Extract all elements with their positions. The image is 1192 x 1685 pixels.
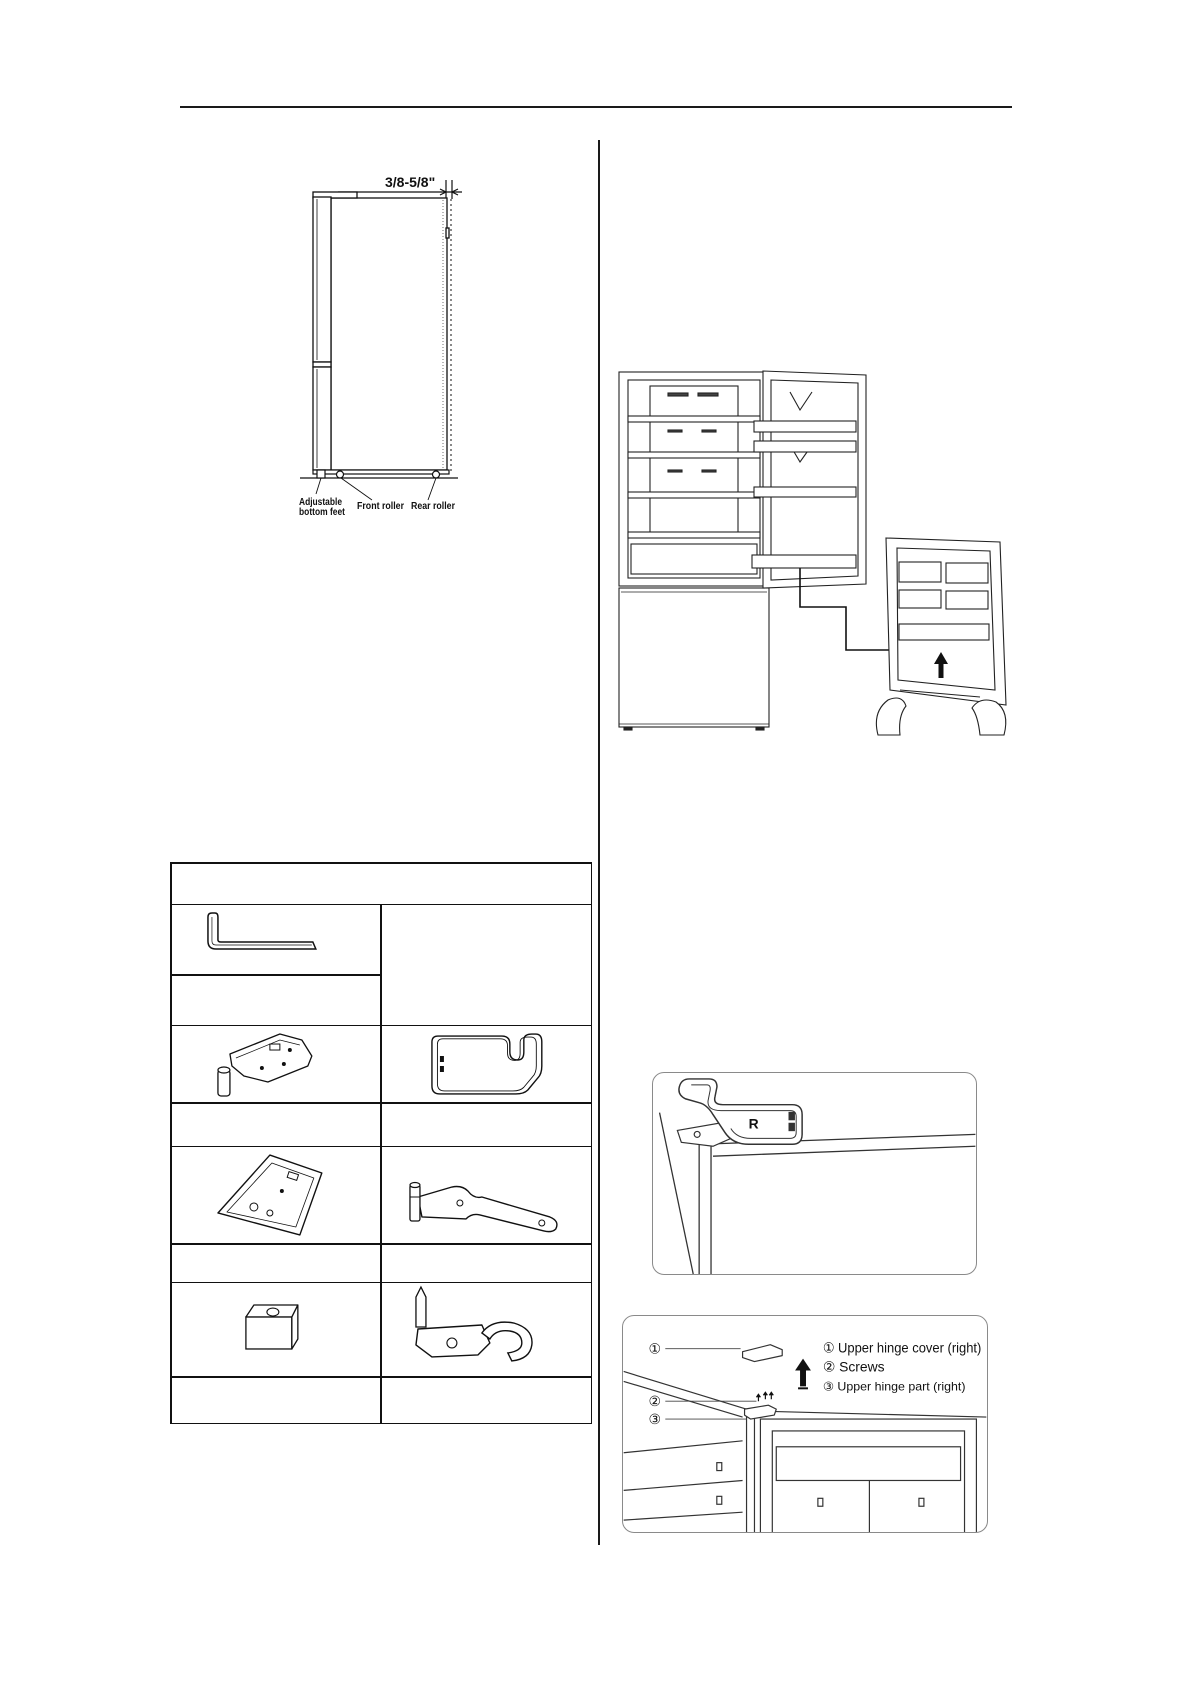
- mounting-plate-hole: [266, 1210, 272, 1216]
- hinge-arm-pin-top: [410, 1183, 420, 1188]
- callout-1: ①: [648, 1340, 661, 1357]
- door-bin: [752, 555, 856, 568]
- rear-roller-label: Rear roller: [411, 501, 456, 512]
- door-bin: [754, 421, 856, 432]
- adjustable-feet-label-line2: bottom feet: [299, 507, 346, 518]
- fridge-cabinet: [331, 198, 447, 470]
- air-vent: [668, 430, 682, 432]
- hinge-cover-icon: [382, 1026, 591, 1102]
- right-side-mark: R: [748, 1115, 759, 1132]
- part-cell-lower-hinge-plate-label: [172, 1104, 381, 1146]
- part-cell-lower-hinge-label: [382, 1378, 591, 1423]
- refrigerator-cabinet: [619, 372, 769, 730]
- hinge-removal-drawing: [623, 1316, 987, 1532]
- part-cell-mounting-plate: [172, 1147, 381, 1243]
- legend-screws: ② Screws: [822, 1358, 885, 1375]
- part-cell-hex-key: [172, 905, 381, 974]
- part-cell-hinge-block-label: [172, 1378, 381, 1423]
- removed-door-bin: [899, 590, 941, 608]
- part-cell-mounting-plate-label: [172, 1245, 381, 1282]
- legend-upper-hinge-cover: ① Upper hinge cover (right): [822, 1339, 982, 1356]
- hinge-plate-hole: [287, 1048, 291, 1052]
- removal-arrow-head: [795, 1359, 811, 1371]
- door-bin: [754, 441, 856, 452]
- interior-back-wall: [650, 386, 738, 536]
- left-shelf: [624, 1441, 743, 1453]
- part-cell-hinge-cover: [382, 1026, 591, 1102]
- glass-shelf: [628, 492, 760, 498]
- glass-shelf: [628, 452, 760, 458]
- part-cell-hinge-cover-label: [382, 1104, 591, 1146]
- shelf-clip: [919, 1498, 924, 1506]
- hinge-arm-hole: [457, 1200, 463, 1206]
- gap-dimension-label: 3/8-5/8": [385, 174, 436, 190]
- header-rule: [180, 106, 1012, 108]
- removed-door-bin: [946, 591, 988, 609]
- freezer-drawer: [619, 588, 769, 727]
- door-crisper: [776, 1447, 960, 1481]
- hinge-plate-hole: [281, 1062, 285, 1066]
- rear-roller: [433, 471, 440, 478]
- hinge-arm-icon: [382, 1147, 591, 1243]
- middle-hinge: [313, 362, 331, 367]
- lower-door: [313, 367, 331, 470]
- hinge-part-screw: [694, 1131, 700, 1137]
- hinge-block-hole: [266, 1308, 278, 1316]
- hinge-removal-figure: [622, 1315, 988, 1533]
- lower-hinge-pin: [416, 1287, 426, 1327]
- open-door-liner: [772, 1431, 964, 1532]
- screw-arrow: [763, 1392, 767, 1399]
- door-support-left: [876, 698, 906, 735]
- rear-roller-leader: [428, 478, 436, 500]
- glass-shelf: [628, 416, 760, 422]
- front-roller: [337, 471, 344, 478]
- shelf-clip: [717, 1463, 722, 1471]
- removed-door-bin: [899, 624, 989, 640]
- lower-hinge-hole: [447, 1338, 457, 1348]
- door-removal-diagram: [612, 364, 1012, 738]
- hinge-cover-clip: [440, 1056, 444, 1062]
- leveling-foot: [624, 727, 632, 730]
- removed-door: [876, 538, 1006, 735]
- parts-table-header: [172, 864, 591, 904]
- left-shelf: [624, 1512, 743, 1520]
- removal-arrow-shaft: [800, 1370, 806, 1386]
- air-vent: [668, 470, 682, 472]
- cabinet-lines: [624, 1371, 987, 1532]
- removed-door-bin: [946, 563, 988, 583]
- air-vent: [698, 393, 718, 396]
- left-shelf: [624, 1480, 743, 1490]
- hinge-pin-top: [217, 1067, 229, 1073]
- cabinet-top-front: [713, 1146, 975, 1156]
- hinge-plate-icon: [172, 1026, 381, 1102]
- part-cell-lower-hinge-plate: [172, 1026, 381, 1102]
- hinge-block-front: [245, 1317, 291, 1349]
- hinge-arm-hole: [539, 1220, 545, 1226]
- front-roller-leader: [341, 478, 372, 500]
- mounting-plate-body: [217, 1155, 321, 1235]
- door-bin: [754, 487, 856, 497]
- refrigerator-base: [300, 470, 458, 478]
- hinge-arm-body: [418, 1187, 557, 1232]
- mounting-plate-hole: [279, 1189, 283, 1193]
- air-vent: [702, 470, 716, 472]
- mounting-plate-icon: [172, 1147, 381, 1243]
- hinge-plate-body: [229, 1034, 311, 1082]
- part-cell-hex-key-description: [382, 905, 591, 1025]
- cabinet-top-left: [624, 1371, 747, 1409]
- refrigerator-outline: [313, 192, 449, 470]
- foot-leader: [316, 478, 321, 494]
- hinge-pin: [217, 1070, 229, 1096]
- part-cell-hex-key-label: [172, 976, 381, 1025]
- hinge-cover-clip: [789, 1123, 794, 1130]
- removed-door-bin: [899, 562, 941, 582]
- screw-arrow: [769, 1392, 773, 1399]
- cabinet-top-left-front: [624, 1381, 743, 1417]
- shelf-clip: [818, 1498, 823, 1506]
- hinge-plate-tab: [269, 1044, 279, 1050]
- lower-hinge-icon: [382, 1283, 591, 1376]
- part-cell-hinge-arm: [382, 1147, 591, 1243]
- legend-upper-hinge-part: ③ Upper hinge part (right): [822, 1379, 966, 1394]
- hex-key-icon: [172, 905, 381, 974]
- door-support-right: [972, 700, 1006, 735]
- mounting-plate-hole: [249, 1203, 257, 1211]
- open-door: [752, 371, 866, 588]
- hinge-cover-clip: [789, 1113, 794, 1120]
- shelf-clip: [717, 1496, 722, 1504]
- part-cell-hinge-arm-label: [382, 1245, 591, 1282]
- adjustable-feet-label-line1: Adjustable: [299, 497, 343, 508]
- removal-arrow-base: [798, 1387, 808, 1389]
- base-plinth: [313, 470, 449, 474]
- hex-key-edge: [211, 917, 311, 945]
- fridge-side-view-diagram: [280, 160, 480, 530]
- door-liner: [771, 380, 858, 580]
- air-vent: [668, 393, 688, 396]
- part-cell-lower-hinge: [382, 1283, 591, 1376]
- upper-door: [313, 197, 331, 362]
- air-vent: [702, 430, 716, 432]
- hinge-plate-hole: [259, 1066, 263, 1070]
- screws: [756, 1392, 773, 1401]
- front-roller-label: Front roller: [357, 501, 405, 512]
- back-fitting: [446, 228, 449, 238]
- hinge-closeup-figure: [652, 1072, 977, 1275]
- removal-arrow: [795, 1359, 811, 1390]
- right-top-edge: [758, 1411, 986, 1417]
- crisper-drawer: [631, 544, 757, 574]
- upper-hinge-part-piece: [745, 1405, 777, 1419]
- upper-hinge-cover-piece: [743, 1345, 783, 1362]
- parts-table: [170, 862, 592, 1424]
- screw-arrow: [756, 1394, 760, 1401]
- open-door-frame: [760, 1419, 976, 1532]
- callout-2: ②: [648, 1393, 661, 1410]
- hinge-arm-pin: [410, 1185, 420, 1221]
- hinge-block-icon: [172, 1283, 381, 1376]
- hex-key-outline: [207, 913, 315, 949]
- hinge-cover-clip: [440, 1066, 444, 1072]
- lift-arrow-shaft: [939, 664, 944, 678]
- column-divider: [598, 140, 600, 1545]
- part-cell-hinge-block: [172, 1283, 381, 1376]
- glass-shelf: [628, 532, 760, 538]
- adjustable-foot: [317, 470, 325, 478]
- leveling-foot: [756, 727, 764, 730]
- callout-3: ③: [648, 1411, 661, 1427]
- hinge-closeup-drawing: [653, 1073, 976, 1274]
